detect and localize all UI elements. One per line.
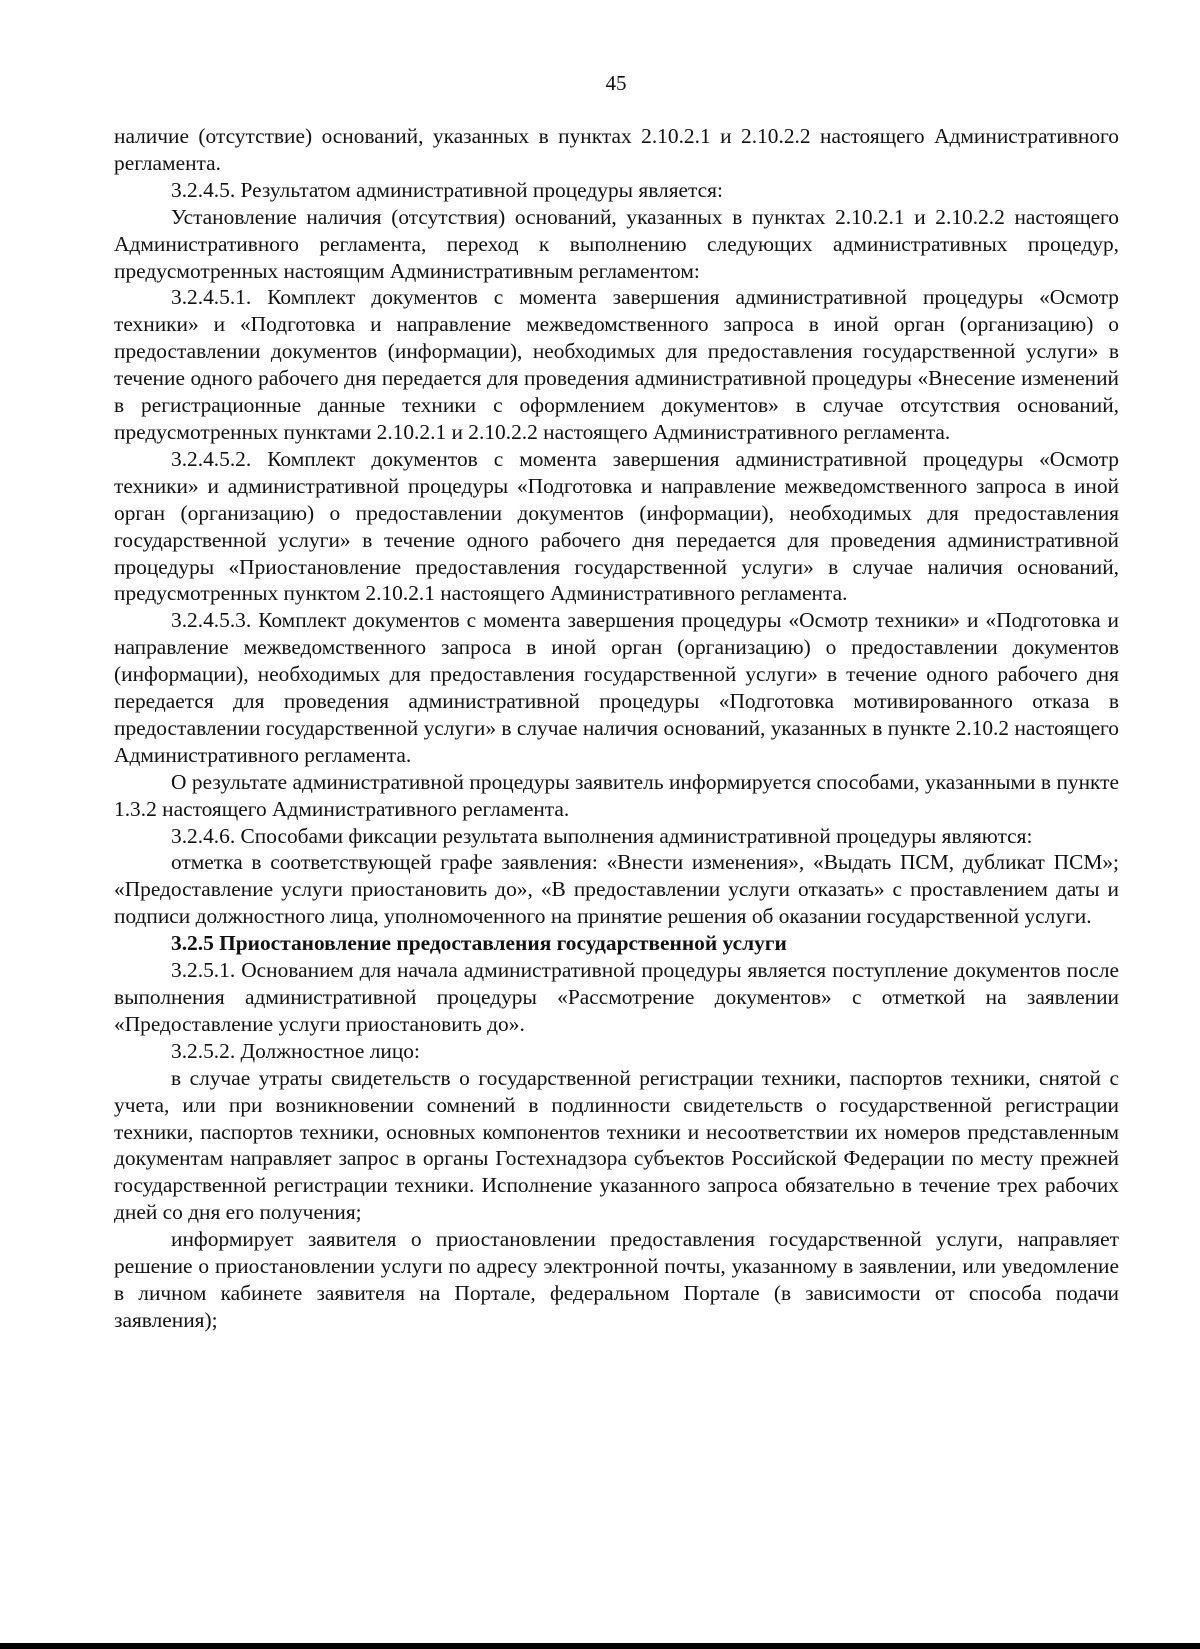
paragraph-result-establishment: Установление наличия (отсутствия) оснований, указанных в пунктах 2.10.2.1 и 2.10.2.2 настоящего Административного регламента, переход к выполнению следующих административных процедур, предусмотренных настоящим Административным регламентом: [114,204,1119,283]
paragraph-continuation: наличие (отсутствие) оснований, указанных в пунктах 2.10.2.1 и 2.10.2.2 настоящего Административного регламента. [114,124,1119,175]
paragraph-3-2-4-5-3: 3.2.4.5.3. Комплект документов с момента завершения процедуры «Осмотр техники» и «Подготовка и направление межведомственного запроса в иной орган (организацию) о предоставлении документов (информации), необходимых для предоставления государственной услуги» в течение одного рабочего дня передается для проведения административной процедуры «Подготовка мотивированного отказа в предоставлении государственной услуги» в случае наличия оснований, указанных в пункте 2.10.2 настоящего Административного регламента. [114,608,1119,767]
paragraph-marking: отметка в соответствующей графе заявления: «Внести изменения», «Выдать ПСМ, дубликат ПСМ»; «Предоставление услуги приостановить до», «В предоставлении услуги отказать» с проставлением даты и подписи должностного лица, уполномоченного на принятие решения об оказании государственной услуги. [114,850,1119,929]
scan-bottom-edge [0,1643,1200,1649]
section-heading-3-2-5: 3.2.5 Приостановление предоставления государственной услуги [171,931,787,956]
page-number: 45 [605,71,627,95]
paragraph-3-2-4-6: 3.2.4.6. Способами фиксации результата выполнения административной процедуры являются: [171,823,1033,848]
paragraph-3-2-4-5: 3.2.4.5. Результатом административной процедуры является: [171,177,723,202]
document-body [114,123,1119,1334]
paragraph-3-2-5-1: 3.2.5.1. Основанием для начала административной процедуры является поступление документов после выполнения административной процедуры «Рассмотрение документов» с отметкой на заявлении «Предоставление услуги приостановить до». [114,958,1119,1036]
paragraph-3-2-5-2: 3.2.5.2. Должностное лицо: [171,1038,420,1063]
paragraph-3-2-4-5-2: 3.2.4.5.2. Комплект документов с момента завершения административной процедуры «Осмотр техники» и административной процедуры «Подготовка и направление межведомственного запроса в иной орган (организацию) о предоставлении документов (информации), необходимых для предоставления государственной услуги» в течение одного рабочего дня передается для проведения административной процедуры «Приостановление предоставления государственной услуги» в случае наличия оснований, предусмотренных пунктом 2.10.2.1 настоящего Административного регламента. [114,446,1119,606]
paragraph-informs-applicant: информирует заявителя о приостановлении предоставления государственной услуги, направляет решение о приостановлении услуги по адресу электронной почты, указанному в заявлении, или уведомление в личном кабинете заявителя на Портале, федеральном Портале (в зависимости от способа подачи заявления); [114,1227,1119,1332]
paragraph-loss-of-certificates: в случае утраты свидетельств о государственной регистрации техники, паспортов техники, снятой с учета, или при возникновении сомнений в подлинности свидетельств о государственной регистрации техники, паспортов техники, основных компонентов техники и несоответствии их номеров представленным документам направляет запрос в органы Гостехнадзора субъектов Российской Федерации по месту прежней государственной регистрации техники. Исполнение указанного запроса обязательно в течение трех рабочих дней со дня его получения; [114,1065,1119,1225]
paragraph-3-2-4-5-1: 3.2.4.5.1. Комплект документов с момента завершения административной процедуры «Осмотр техники» и «Подготовка и направление межведомственного запроса в иной орган (организацию) о предоставлении документов (информации), необходимых для предоставления государственной услуги» в течение одного рабочего дня передается для проведения административной процедуры «Внесение изменений в регистрационные данные техники с оформлением документов» в случае отсутствия оснований, предусмотренных пунктами 2.10.2.1 и 2.10.2.2 настоящего Административного регламента. [114,285,1119,444]
paragraph-applicant-informed: О результате административной процедуры заявитель информируется способами, указанными в пункте 1.3.2 настоящего Административного регламента. [114,769,1119,821]
